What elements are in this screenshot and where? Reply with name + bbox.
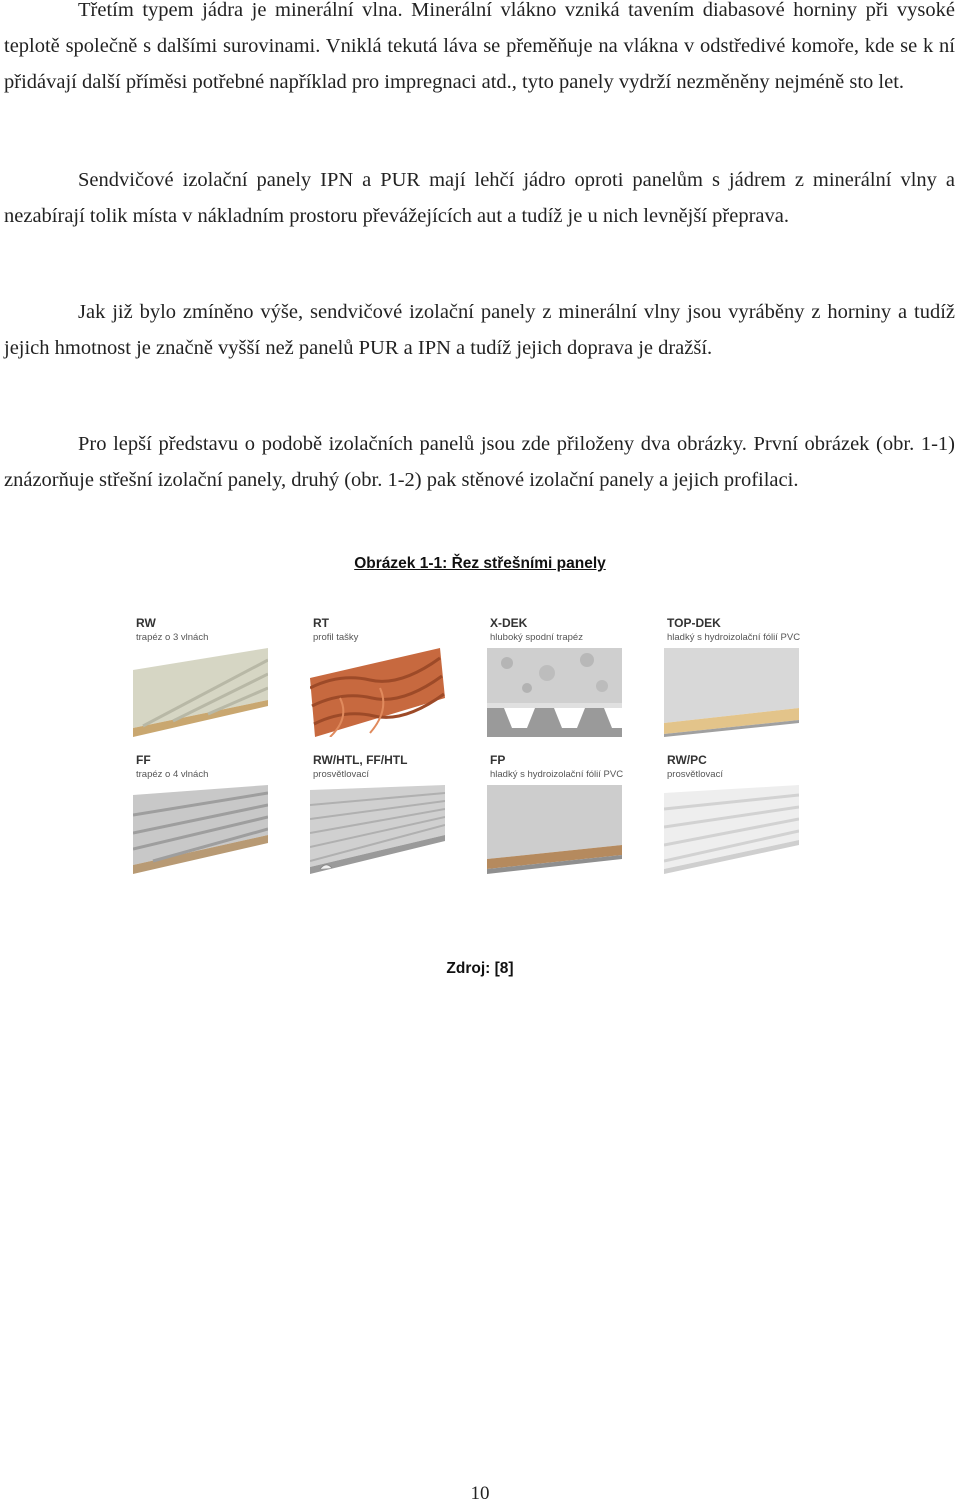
page-number: 10 bbox=[470, 1483, 490, 1504]
panel-rw-image bbox=[133, 648, 268, 737]
panel-rw bbox=[133, 612, 268, 737]
panel-subtitle: trapéz o 4 vlnách bbox=[136, 769, 209, 780]
panel-label: TOP-DEK bbox=[667, 616, 721, 630]
panel-rt bbox=[310, 612, 445, 737]
panel-rw-htl bbox=[310, 749, 445, 874]
panel-rw-htl-image bbox=[310, 785, 445, 874]
panel-fp bbox=[487, 749, 622, 874]
panel-subtitle: trapéz o 3 vlnách bbox=[136, 632, 209, 643]
panel-subtitle: prosvětlovací bbox=[313, 769, 369, 780]
panel-label: RW/HTL, FF/HTL bbox=[313, 753, 408, 767]
panel-rt-image bbox=[310, 648, 445, 737]
panel-label: RW bbox=[136, 616, 156, 630]
paragraph-weight: Jak již bylo zmíněno výše, sendvičové izolační panely z minerální vlny jsou vyráběny z horniny a tudíž jejich hmotnost je značně vyšší než panelů PUR a IPN a tudíž jejich doprava je dražší. bbox=[4, 301, 955, 359]
paragraph-mineral-wool: Třetím typem jádra je minerální vlna. Minerální vlákno vzniká tavením diabasové horniny při vysoké teplotě společně s dalšími surovinami. Vniklá tekutá láva se přeměňuje na vlákna v odstředivé komoře, kde se k ní přidávají další příměsi potřebné například pro impregnaci atd., tyto panely vydrží nezměněny nejméně sto let. bbox=[4, 0, 955, 93]
paragraph-ipn-pur: Sendvičové izolační panely IPN a PUR mají lehčí jádro oproti panelům s jádrem z minerální vlny a nezabírají tolik místa v nákladním prostoru převážejících aut a tudíž je u nich levnější přeprava. bbox=[4, 169, 955, 227]
panel-topdek-image bbox=[664, 648, 799, 737]
roof-panels-figure bbox=[133, 612, 813, 874]
figure-source: Zdroj: [8] bbox=[446, 960, 514, 977]
panel-subtitle: hluboký spodní trapéz bbox=[490, 632, 583, 643]
panel-subtitle: profil tašky bbox=[313, 632, 359, 643]
panel-ff bbox=[133, 749, 268, 874]
panel-subtitle: hladký s hydroizolační fólií PVC bbox=[490, 769, 624, 780]
panel-label: RT bbox=[313, 616, 329, 630]
panel-xdek-image bbox=[487, 648, 622, 737]
panel-xdek bbox=[487, 612, 622, 737]
panel-topdek bbox=[664, 612, 799, 737]
panel-label: X-DEK bbox=[490, 616, 528, 630]
panel-label: FF bbox=[136, 753, 151, 767]
panel-subtitle: hladký s hydroizolační fólií PVC bbox=[667, 632, 801, 643]
figure-caption: Obrázek 1-1: Řez střešními panely bbox=[354, 555, 606, 572]
panel-label: FP bbox=[490, 753, 506, 767]
panel-rw-pc bbox=[664, 749, 799, 874]
panel-subtitle: prosvětlovací bbox=[667, 769, 723, 780]
paragraph-figures-intro: Pro lepší představu o podobě izolačních panelů jsou zde přiloženy dva obrázky. První obrázek (obr. 1-1) znázorňuje střešní izolační panely, druhý (obr. 1-2) pak stěnové izolační panely a jejich profilaci. bbox=[4, 433, 955, 491]
panel-label: RW/PC bbox=[667, 753, 707, 767]
panel-rw-pc-image bbox=[664, 785, 799, 874]
panel-ff-image bbox=[133, 785, 268, 874]
panel-fp-image bbox=[487, 785, 622, 874]
